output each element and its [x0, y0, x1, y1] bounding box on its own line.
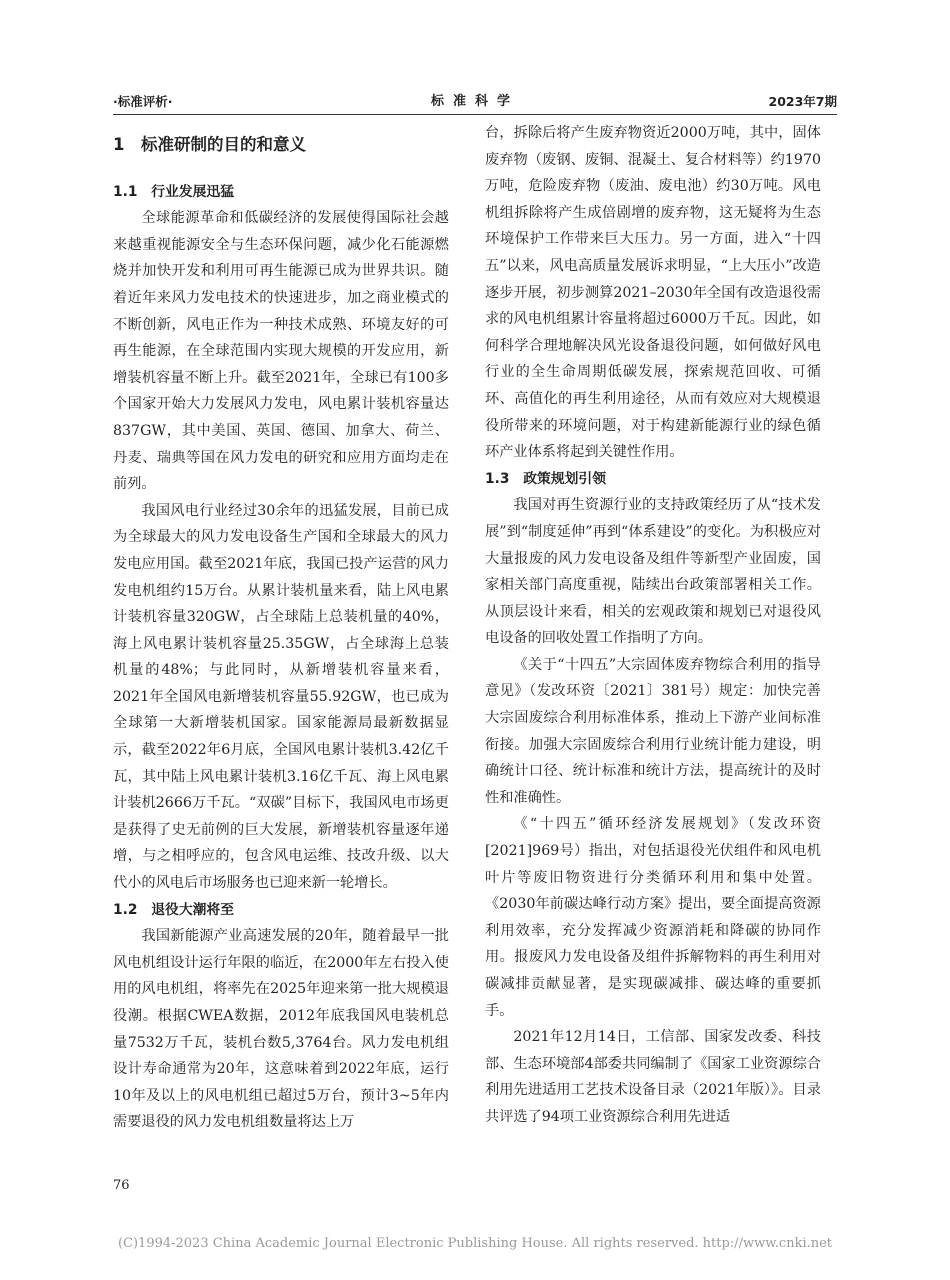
right-column [485, 120, 821, 1131]
page-number: 76 [113, 1178, 130, 1193]
header-issue: 2023年7期 [768, 94, 837, 109]
section-title: 1 标准研制的目的和意义 [113, 135, 306, 154]
header-section-label: ·标准评析· [113, 94, 173, 109]
paragraph: 我国对再生资源行业的支持政策经历了从“技术发展”到“制度延伸”再到“体系建设”的变化。为积极应对大量报废的风力发电设备及组件等新型产业固废，国家相关部门高度重视，陆续出台政策部署相关工作。从顶层设计来看，相关的宏观政策和规划已对退役风电设备的回收处置工作指明了方向。 [485, 497, 821, 647]
subsection-1-2-heading: 1.2 退役大潮将至 [113, 901, 235, 918]
subsection-1-3-heading: 1.3 政策规划引领 [485, 470, 607, 487]
paragraph: 《“十四五”循环经济发展规划》（发改环资[2021]969号）指出，对包括退役光伏组件和风电机叶片等废旧物资进行分类循环利用和集中处置。《2030年前碳达峰行动方案》提出，要全面提高资源利用效率，充分发挥减少资源消耗和降碳的协同作用。报废风力发电设备及组件拆解物料的再生利用对碳减排贡献显著，是实现碳减排、碳达峰的重要抓手。 [485, 816, 821, 1019]
left-column [113, 120, 449, 1136]
subsection-1-1-heading: 1.1 行业发展迅猛 [113, 183, 235, 200]
running-header [113, 92, 837, 112]
paragraph: 我国风电行业经过30余年的迅猛发展，目前已成为全球最大的风力发电设备生产国和全球最大的风力发电应用国。截至2021年底，我国已投产运营的风力发电机组约15万台。从累计装机量来看，陆上风电累计装机容量320GW，占全球陆上总装机量的40%，海上风电累计装机容量25.35GW，占全球海上总装机量的48%；与此同时，从新增装机容量来看，2021年全国风电新增装机容量55.92GW，也已成为全球第一大新增装机国家。国家能源局最新数据显示，截至2022年6月底，全国风电累计装机3.42亿千瓦，其中陆上风电累计装机3.16亿千瓦、海上风电累计装机2666万千瓦。“双碳”目标下，我国风电市场更是获得了史无前例的巨大发展，新增装机容量逐年递增，与之相呼应的，包含风电运维、技改升级、以大代小的风电后市场服务也已迎来新一轮增长。 [113, 502, 449, 892]
paragraph: 我国新能源产业高速发展的20年，随着最早一批风电机组设计运行年限的临近，在2000年左右投入使用的风电机组，将率先在2025年迎来第一批大规模退役潮。根据CWEA数据，2012年底我国风电装机总量7532万千瓦，装机台数5,3764台。风力发电机组设计寿命通常为20年，这意味着到2022年底，运行10年及以上的风电机组已超过5万台，预计3~5年内需要退役的风力发电机组数量将达上万 [113, 928, 449, 1131]
header-journal-title: 标准科学 [430, 94, 519, 109]
paragraph: 全球能源革命和低碳经济的发展使得国际社会越来越重视能源安全与生态环保问题，减少化石能源燃烧并加快开发和利用可再生能源已成为世界共识。随着近年来风力发电技术的快速进步，加之商业模式的不断创新，风电正作为一种技术成熟、环境友好的可再生能源，在全球范围内实现大规模的开发应用，新增装机容量不断上升。截至2021年，全球已有100多个国家开始大力发展风力发电，风电累计装机容量达837GW，其中美国、英国、德国、加拿大、荷兰、丹麦、瑞典等国在风力发电的研究和应用方面均走在前列。 [113, 210, 449, 493]
paragraph: 《关于“十四五”大宗固体废弃物综合利用的指导意见》（发改环资〔2021〕381号）规定：加快完善大宗固废综合利用标准体系，推动上下游产业间标准衔接。加强大宗固废综合利用行业统计能力建设，明确统计口径、统计标准和统计方法，提高统计的及时性和准确性。 [485, 656, 821, 806]
copyright-footer: (C)1994-2023 China Academic Journal Electronic Publishing House. All rights reserved. http://www.cnki.net [117, 1236, 833, 1251]
paragraph: 2021年12月14日，工信部、国家发改委、科技部、生态环境部4部委共同编制了《国家工业资源综合利用先进适用工艺技术设备目录（2021年版）》。目录共评选了94项工业资源综合利用先进适 [485, 1029, 821, 1125]
paragraph-continued: 台，拆除后将产生废弃物资近2000万吨，其中，固体废弃物（废钢、废铜、混凝土、复合材料等）约1970万吨，危险废弃物（废油、废电池）约30万吨。风电机组拆除将产生成倍剧增的废弃物，这无疑将为生态环境保护工作带来巨大压力。另一方面，进入“十四五”以来，风电高质量发展诉求明显，“上大压小”改造逐步开展，初步测算2021–2030年全国有改造退役需求的风电机组累计容量将超过6000万千瓦。因此，如何科学合理地解决风光设备退役问题，如何做好风电行业的全生命周期低碳发展，探索规范回收、可循环、高值化的再生利用途径，从而有效应对大规模退役所带来的环境问题，对于构建新能源行业的绿色循环产业体系将起到关键性作用。 [485, 125, 821, 461]
header-rule [113, 114, 837, 115]
